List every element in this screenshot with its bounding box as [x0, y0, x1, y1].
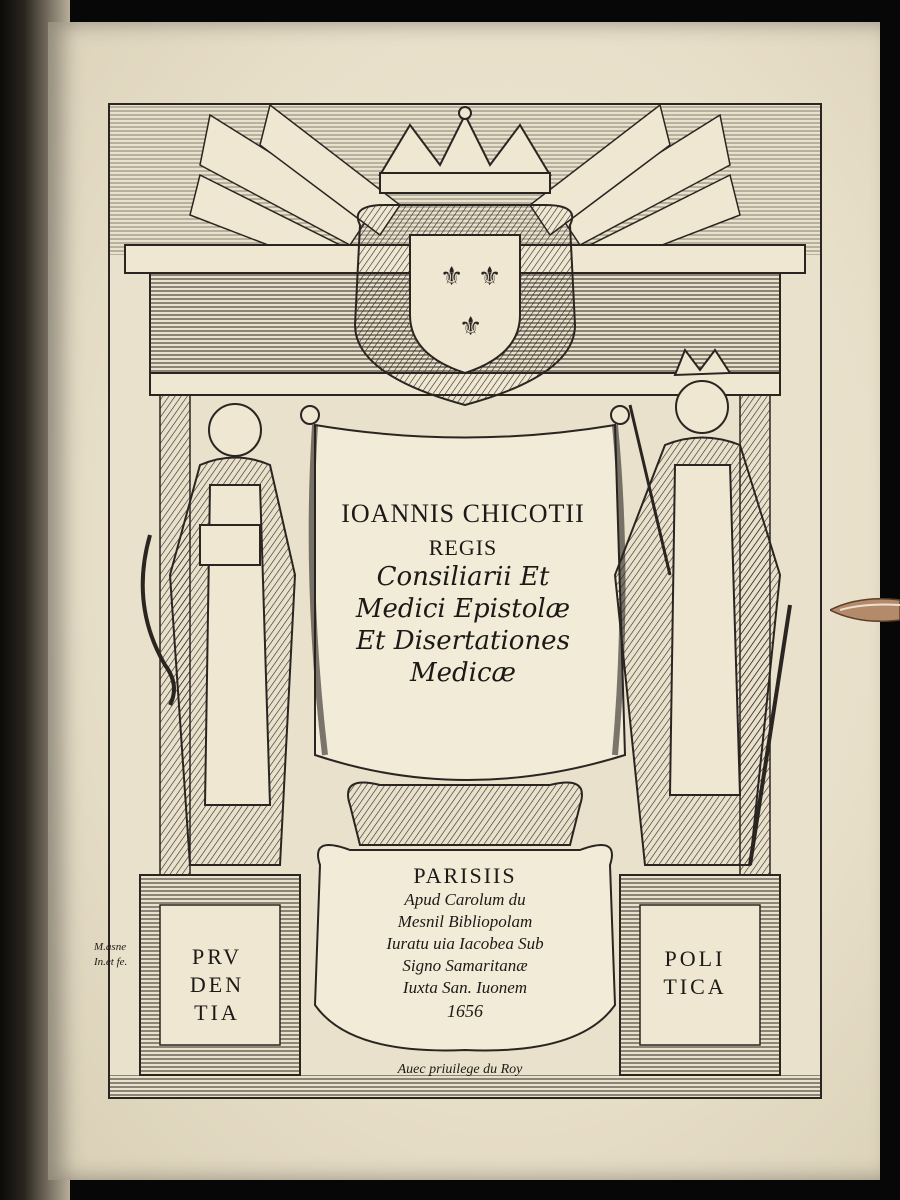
imprint-line-5: Iuxta San. Iuonem: [402, 978, 528, 997]
politica-label-2: TICA: [663, 974, 727, 999]
imprint-line-3: Iuratu uia Iacobea Sub: [386, 934, 544, 953]
privilege-line: Auec priuilege du Roy: [397, 1062, 523, 1077]
title-line-2: Medici Epistolæ: [355, 594, 571, 624]
prudentia-label-3: TIA: [194, 1000, 240, 1025]
title-line-3: Et Disertationes: [356, 626, 570, 656]
imprint-year: 1656: [447, 1001, 483, 1021]
regis-line: REGIS: [428, 535, 498, 560]
svg-text:⚜: ⚜: [440, 262, 464, 292]
floor: [110, 1075, 820, 1097]
engraved-frontispiece: [108, 103, 822, 1099]
banner-title-block: [318, 495, 608, 689]
imprint-block: [310, 863, 620, 1022]
title-line-4: Medicæ: [410, 658, 516, 688]
imprint-line-4: Signo Samaritanæ: [402, 956, 528, 975]
politica-label: [650, 945, 740, 1001]
svg-text:⚜: ⚜: [478, 262, 502, 292]
politica-label-1: POLI: [664, 946, 726, 971]
imprint-line-1: Apud Carolum du: [404, 890, 526, 909]
engraver-signature: [94, 940, 127, 970]
book-page: [48, 22, 880, 1180]
prudentia-label-2: DEN: [189, 972, 245, 997]
imprint-line-2: Mesnil Bibliopolam: [397, 912, 533, 931]
engraver-line-2: In.et fe.: [94, 956, 128, 968]
engraver-line-1: M.asne: [94, 941, 127, 953]
imprint-city: PARISIIS: [413, 863, 517, 888]
title-line-1: Consiliarii Et: [376, 562, 550, 592]
prudentia-label-1: PRV: [191, 944, 243, 969]
prudentia-label: [172, 943, 262, 1027]
author-name: IOANNIS CHICOTII: [341, 499, 585, 528]
svg-text:⚜: ⚜: [459, 312, 483, 342]
bookmark-clip: [830, 595, 900, 625]
